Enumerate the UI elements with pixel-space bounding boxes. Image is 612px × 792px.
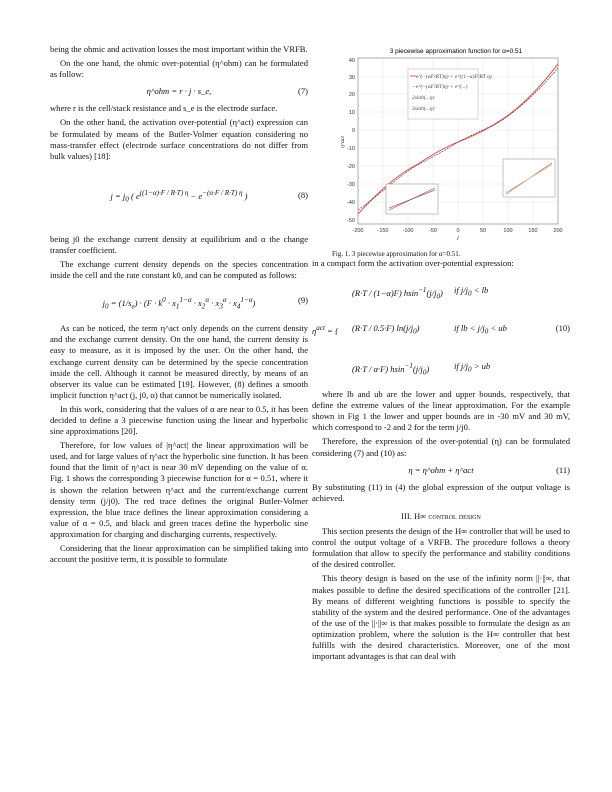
piecewise-plot — [338, 42, 568, 240]
paragraph: By substituting (11) in (4) the global expression of the output voltage is achieved. — [312, 481, 570, 503]
equation-11 — [312, 465, 570, 476]
svg-text:10: 10 — [348, 110, 355, 116]
svg-text:-150: -150 — [377, 228, 389, 234]
paragraph: in a compact form the activation over-potential expression: — [312, 258, 514, 268]
svg-text:-30: -30 — [347, 182, 355, 188]
equation-number: (9) — [298, 295, 308, 306]
equation-text: η^ohm = r · j · s_e, — [146, 86, 212, 97]
equation-10: $\eta^{act}$ = { (R·T / (1−α)F) $hsin^{-1}(j/j_0)$ if $j/j_0$ < lb (R·T / 0.5·F) $\ln(j/j_0)$ if lb < $j/j_0$ < ub (R·T / α·F) $hsin^{-1}(j/j_0)$ if $j/j_0$ > ub (10) — [312, 285, 570, 377]
right-column — [312, 258, 570, 665]
svg-text:100: 100 — [503, 228, 513, 234]
equation-text: η = η^ohm + η^act — [408, 464, 474, 475]
svg-text:150: 150 — [528, 228, 538, 234]
left-column — [50, 44, 308, 568]
paragraph: As can be noticed, the term η^act only depends on the current density and the exchange current density. On the one hand, the current density is easy to measure, as it is imposed by the user. On the other hand, the exchange current density can be determined by the specie concentration inside the cell. Although it cannot be measured directly, by means of an observer its value can be estimated [19]. However, (8) defines a smooth implicit function η^act (j, j0, α) that cannot be numerically isolated. — [50, 323, 308, 400]
equation-number: (10) — [555, 323, 570, 334]
figure-caption: Fig. 1. 3 piecewise approximation for α=0.51. — [332, 250, 461, 258]
svg-text:200: 200 — [553, 228, 563, 234]
svg-text:-20: -20 — [347, 164, 355, 170]
paragraph: Considering that the linear approximation can be simplified taking into account the positive term, it is possible to formulate — [50, 543, 308, 565]
equation-number: (8) — [298, 189, 308, 200]
svg-text:0: 0 — [456, 228, 460, 234]
figure-1 — [338, 42, 568, 240]
paragraph: The exchange current density depends on the species concentration inside the cell and the rate constant k0, and can be computed as follows: — [50, 259, 308, 281]
svg-text:−e^(−(αF/RT)η) + e^(...): −e^(−(αF/RT)η) + e^(...) — [412, 84, 468, 90]
paragraph: Therefore, the expression of the over-potential (η) can be formulated considering (7) and (10) as: — [312, 436, 570, 458]
svg-text:-10: -10 — [347, 146, 355, 152]
paragraph: Therefore, for low values of |η^act| the linear approximation will be used, and for large values of η^act the hyperbolic sine function. It has been found that the limit of η^act is near 30 mV depending on the value of α. Fig. 1 shows the corresponding 3 piecewise function for α = 0.51, where it is shown the relation between η^act and the current/exchange current density term (j/j0). The red trace defines the original Butler-Volmer expression, the blue trace defines the linear approximation considering a value of α = 0.5, and black and green traces define the hyperbolic sine approximation for charging and discharging currents, respectively. — [50, 440, 308, 539]
svg-text:0: 0 — [351, 128, 355, 134]
svg-text:-200: -200 — [352, 228, 364, 234]
svg-text:−e^(−(αF/RT)η) + e^((1−α)F/RT: −e^(−(αF/RT)η) + e^((1−α)F/RT η) — [412, 74, 492, 80]
svg-text:-50: -50 — [429, 228, 437, 234]
paragraph: On the other hand, the activation over-potential (η^act) expression can be formulated by means of the Butler-Volmer equation considering no mass-transfer effect (electrode surface concentrations do not differ from bulk values) [18]: — [50, 117, 308, 161]
paragraph: In this work, considering that the values of α are near to 0.5, it has been decided to define a 3 piecewise function using the linear and hyperbolic sine approximations [20]. — [50, 403, 308, 437]
paragraph: where r is the cell/stack resistance and s_e is the electrode surface. — [50, 103, 278, 114]
equation-8: $j = j_0$ ( $e^{((1-\alpha)\cdot F / R\cdot T) \eta} - e^{-(\alpha\cdot F / R\cdot T) \eta}$ ) (8) — [110, 188, 308, 204]
equation-number: (7) — [298, 86, 308, 97]
paragraph: where lb and ub are the lower and upper bounds, respectively, that define the extreme values of the linear approximation. For the example shown in Fig 1 the lower and upper bounds are in -30 mV and 30 mV, which correspond to -2 and 2 for the term j/j0. — [312, 389, 570, 433]
equation-number: (11) — [556, 464, 570, 475]
equation-9: $j_0 = (1/s_e) \cdot (F \cdot k^0 \cdot x_1^{1-\alpha} \cdot x_2^\alpha \cdot x_3^\alpha \cdot x_4^{1-\alpha})$ (9) — [102, 295, 308, 311]
svg-text:-50: -50 — [347, 218, 355, 224]
section-heading: III. H∞ control design — [401, 510, 481, 521]
paragraph: On the one hand, the ohmic over-potential (η^ohm) can be formulated as follow: — [50, 58, 308, 80]
paragraph: being the ohmic and activation losses the most important within the VRFB. — [50, 44, 308, 54]
svg-text:40: 40 — [348, 58, 355, 64]
x-axis-label: j — [457, 235, 459, 240]
svg-text:-40: -40 — [347, 200, 355, 206]
svg-text:20: 20 — [348, 92, 355, 98]
plot-title: 3 piecewise approximation function for α=0.51 — [389, 48, 523, 55]
y-axis-label: η^act — [340, 136, 346, 148]
paragraph: This theory design is based on the use of the infinity norm ||·||∞, that makes possible to define the desired specifications of the controller [21]. By means of different weighting functions is possible to specify the stability of the system and the desired performance. One of the advantages of the use of the ||·||∞ is that makes possible to formulate the design as an optimization problem, where the solution is the H∞ controller that best fulfills with the desired characteristics. Moreover, one of the most important advantages is that can deal with — [312, 573, 570, 662]
svg-text:50: 50 — [479, 228, 487, 234]
paragraph: being j0 the exchange current density at equilibrium and α the change transfer coefficient. — [50, 233, 308, 255]
svg-text:-100: -100 — [402, 228, 414, 234]
svg-text:30: 30 — [348, 75, 355, 81]
svg-text:2sinh(...η): 2sinh(...η) — [412, 106, 435, 112]
paragraph: This section presents the design of the H∞ controller that will be used to control the output voltage of a VRFB. The procedure follows a theory formulation that allow to specify the performance and stability conditions of the desired controller. — [312, 526, 570, 570]
svg-text:2sinh(...η): 2sinh(...η) — [412, 95, 435, 101]
equation-7 — [50, 86, 308, 97]
